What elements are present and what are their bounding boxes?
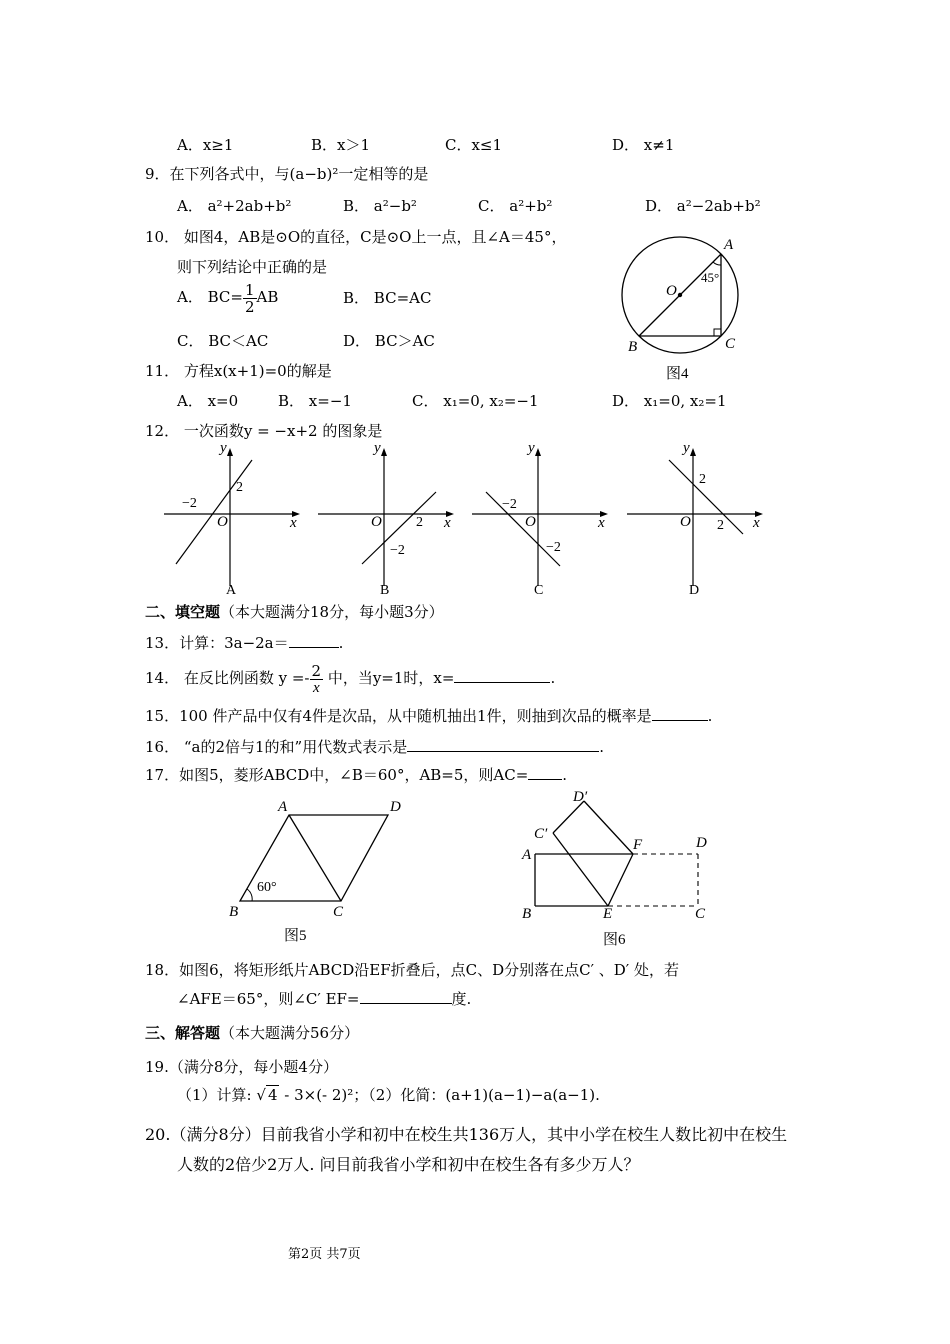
q10-stem-line1: 10． 如图4，AB是⊙O的直径，C是⊙O上一点，且∠A＝45°，: [145, 228, 567, 246]
fig5-label-c: C: [333, 904, 344, 920]
q8-option-d: D． x≠1: [612, 136, 675, 154]
graph-a-y-label: y: [220, 440, 227, 456]
fig5-label-d: D: [390, 799, 401, 815]
fig5-angle-label: 60°: [257, 880, 277, 895]
figure-4: [610, 230, 760, 390]
fig6-label-d: D: [696, 835, 707, 851]
fig4-angle-arc: [713, 262, 721, 265]
graph-c-tick-1: −2: [502, 497, 517, 512]
q11-option-d: D． x₁=0, x₂=1: [612, 392, 727, 410]
graph-a-tick-1: −2: [182, 496, 197, 511]
q13-answer-blank[interactable]: [289, 633, 339, 648]
graph-d-origin: O: [680, 514, 691, 530]
fig6-side-c-prime-d-prime: [553, 801, 584, 833]
q16: 16． “a的2倍与1的和”用代数式表示是 .: [145, 738, 605, 756]
fig6-caption: 图6: [603, 932, 626, 948]
graph-d-tick-2: 2: [717, 518, 724, 533]
q18-answer-blank[interactable]: [360, 989, 452, 1004]
q11-option-a: A． x=0: [177, 392, 239, 410]
fig6-side-ec-prime: [553, 833, 608, 906]
q8-option-c: C．x≤1: [445, 136, 503, 154]
q9-stem: 9．在下列各式中，与(a−b)²一定相等的是: [145, 165, 429, 183]
q12-graph-b: [314, 440, 464, 600]
graph-d-y-arrow: [690, 448, 696, 456]
graph-b-x-label: x: [444, 515, 451, 531]
fig4-label-c: C: [725, 336, 736, 352]
q10-option-c: C． BC＜AC: [177, 332, 269, 350]
q14-answer-blank[interactable]: [454, 668, 550, 683]
fig6-label-c: C: [695, 906, 706, 922]
q19-stem: 19.（满分8分，每小题4分）: [145, 1058, 338, 1076]
q8-option-a: A．x≥1: [177, 136, 234, 154]
fig5-angle-arc: [247, 889, 252, 901]
q13: 13．计算：3a−2a＝ .: [145, 634, 344, 652]
graph-b-y-label: y: [374, 440, 381, 456]
graph-c-origin: O: [525, 514, 536, 530]
fig6-label-c-prime: C′: [534, 826, 548, 842]
graph-c-y-arrow: [535, 448, 541, 456]
q19-parts: （1）计算: √ 4 - 3×(- 2)²；（2）化简：(a+1)(a−1)−a(a−1).: [177, 1086, 600, 1104]
q8-option-b: B．x＞1: [311, 136, 371, 154]
graph-c-caption: C: [534, 583, 544, 598]
section-3-heading: 三、解答题（本大题满分56分）: [145, 1024, 360, 1042]
fig5-label-a: A: [278, 799, 288, 815]
section-2-heading: 二、填空题（本大题满分18分，每小题3分）: [145, 603, 444, 621]
graph-d-y-label: y: [683, 440, 690, 456]
graph-c-y-label: y: [528, 440, 535, 456]
q20-line2: 人数的2倍少2万人. 问目前我省小学和初中在校生各有多少万人？: [177, 1155, 640, 1174]
graph-a-caption: A: [226, 583, 237, 598]
fig5-label-b: B: [229, 904, 239, 920]
q11-stem: 11． 方程x(x+1)=0的解是: [145, 362, 332, 380]
q9-option-a: A． a²+2ab+b²: [177, 197, 292, 215]
figure-6: [515, 785, 725, 950]
q10-stem-line2: 则下列结论中正确的是: [177, 258, 328, 276]
fig5-diagonal-ac: [289, 815, 341, 901]
graph-d-x-label: x: [753, 515, 760, 531]
q12-graph-d: [623, 440, 773, 600]
q20-line1: 20.（满分8分）目前我省小学和初中在校生共136万人，其中小学在校生人数比初中在校生: [145, 1125, 788, 1144]
fig6-side-d-prime-f: [584, 801, 633, 854]
fig4-angle-label: 45°: [701, 270, 720, 285]
fig6-fold-ef: [608, 854, 633, 906]
q9-option-d: D． a²−2ab+b²: [645, 197, 761, 215]
fig4-label-a: A: [724, 237, 734, 253]
q9-option-c: C． a²+b²: [478, 197, 553, 215]
q16-answer-blank[interactable]: [407, 737, 599, 752]
q17-answer-blank[interactable]: [528, 765, 562, 780]
q11-option-b: B． x=−1: [278, 392, 352, 410]
q10-option-d: D． BC＞AC: [343, 332, 435, 350]
graph-c-x-label: x: [598, 515, 605, 531]
fig4-center-dot: [678, 293, 682, 297]
q18-line1: 18．如图6，将矩形纸片ABCD沿EF折叠后，点C、D分别落在点C′ 、D′ 处，若: [145, 961, 679, 979]
fig4-caption: 图4: [666, 366, 689, 382]
q15: 15．100 件产品中仅有4件是次品，从中随机抽出1件，则抽到次品的概率是 .: [145, 707, 713, 725]
graph-a-y-arrow: [227, 448, 233, 456]
graph-d-tick-1: 2: [699, 472, 706, 487]
fig4-label-o: O: [666, 283, 677, 299]
graph-a-origin: O: [217, 514, 228, 530]
fig6-label-d-prime: D′: [573, 789, 588, 805]
fig4-label-b: B: [628, 339, 638, 355]
page-footer: 第2页 共7页: [288, 1247, 361, 1262]
fig6-label-b: B: [522, 906, 532, 922]
graph-b-caption: B: [380, 583, 390, 598]
q11-option-c: C． x₁=0, x₂=−1: [412, 392, 539, 410]
graph-d-caption: D: [689, 583, 700, 598]
graph-b-tick-1: 2: [416, 515, 423, 530]
graph-b-y-arrow: [381, 448, 387, 456]
fig4-right-angle: [714, 329, 721, 336]
graph-b-origin: O: [371, 514, 382, 530]
fig5-caption: 图5: [284, 928, 307, 944]
q10-option-a: A． BC= $\frac{1}{2}$ AB: [177, 280, 279, 316]
q12-graph-c: [468, 440, 618, 600]
fig6-label-a: A: [522, 847, 532, 863]
q9-option-b: B． a²−b²: [343, 197, 417, 215]
q18-line2: ∠AFE＝65°，则∠C′ EF= 度.: [177, 990, 472, 1008]
q17: 17．如图5，菱形ABCD中，∠B＝60°，AB=5，则AC= .: [145, 766, 568, 784]
graph-c-tick-2: −2: [546, 540, 561, 555]
q10-option-b: B． BC=AC: [343, 289, 432, 307]
graph-b-tick-2: −2: [390, 543, 405, 558]
sqrt-symbol: √: [256, 1086, 266, 1104]
figure-5: [222, 795, 422, 950]
graph-a-x-label: x: [290, 515, 297, 531]
q12-graph-a: [160, 440, 310, 600]
graph-a-line: [176, 460, 252, 564]
q14: 14． 在反比例函数 y =- $\frac{2}{x}$ 中，当y=1时，x= .: [145, 661, 556, 696]
fig6-label-e: E: [603, 906, 613, 922]
q15-answer-blank[interactable]: [652, 706, 708, 721]
graph-a-tick-2: 2: [236, 480, 243, 495]
fig6-label-f: F: [633, 837, 643, 853]
q12-stem: 12． 一次函数y = −x+2 的图象是: [145, 422, 383, 440]
